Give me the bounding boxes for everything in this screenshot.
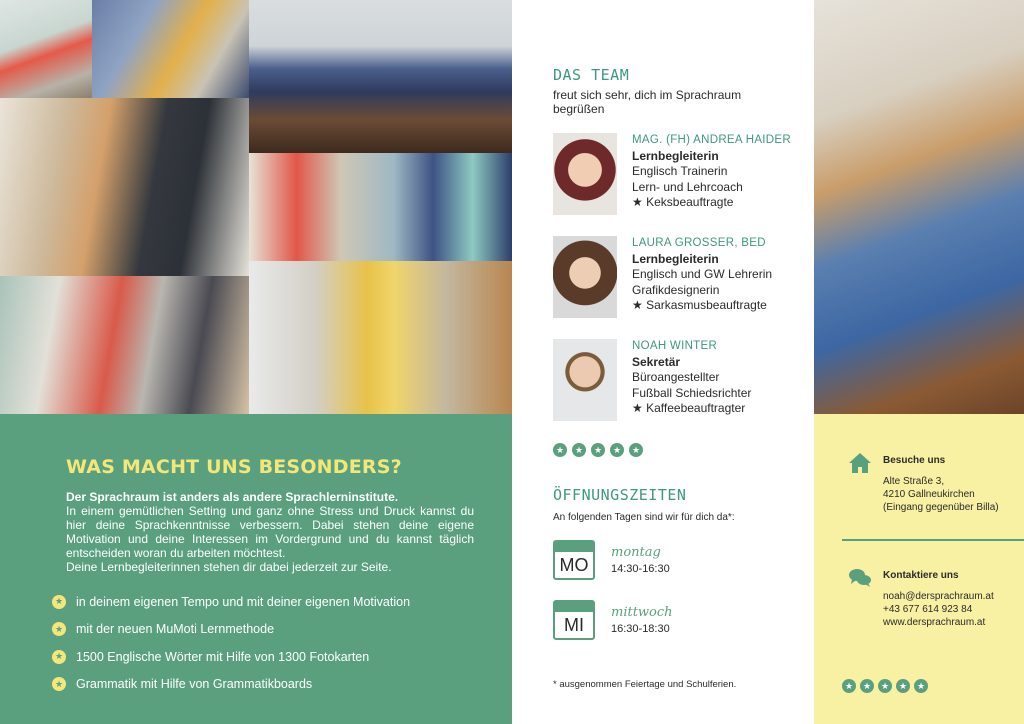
- member-role: Sekretär: [632, 354, 681, 369]
- member-detail: ★ Keksbeauftragte: [632, 195, 734, 209]
- member-detail: Büroangestellter: [632, 370, 720, 384]
- photo-girl-ukulele: [814, 0, 1024, 414]
- benefits-intro-bold: Der Sprachraum ist anders als andere Sprachlerninstitute.: [66, 490, 399, 504]
- day-abbr: MO: [559, 555, 589, 575]
- opening-hours-title: ÖFFNUNGSZEITEN: [553, 486, 687, 504]
- member-detail: ★ Kaffeebeauftragter: [632, 401, 746, 415]
- photo-grandmother-reading: [0, 0, 92, 98]
- calendar-icon: [553, 600, 595, 640]
- star-icon: ★: [914, 679, 928, 693]
- divider: [842, 539, 1024, 541]
- member-name: NOAH WINTER: [632, 340, 718, 352]
- member-detail: ★ Sarkasmusbeauftragte: [632, 298, 767, 312]
- day-abbr: MI: [564, 615, 584, 635]
- member-name: MAG. (FH) ANDREA HAIDER: [632, 134, 791, 146]
- benefits-intro-2: Deine Lernbegleiterinnen stehen dir dabei jederzeit zur Seite.: [66, 560, 392, 574]
- list-item: ★ 1500 Englische Wörter mit Hilfe von 1300 Fotokarten: [52, 643, 474, 671]
- photo-collage: [0, 0, 512, 414]
- benefits-title: WAS MACHT UNS BESONDERS?: [66, 456, 402, 478]
- member-detail: Englisch und GW Lehrerin: [632, 267, 773, 281]
- team-member-laura: [553, 236, 813, 318]
- team-title: DAS TEAM: [553, 66, 630, 84]
- team-subtitle: freut sich sehr, dich im Sprachraum begrüßen: [553, 88, 742, 116]
- photo-kids-couch: [92, 0, 249, 98]
- star-icon: ★: [896, 679, 910, 693]
- star-icon: ★: [842, 679, 856, 693]
- avatar: [553, 339, 617, 421]
- member-role: Lernbegleiterin: [632, 148, 719, 163]
- star-icon: ★: [591, 443, 605, 457]
- photo-ukulele-lesson: [249, 153, 512, 261]
- member-name: LAURA GROSSER, BED: [632, 237, 766, 249]
- member-role: Lernbegleiterin: [632, 251, 719, 266]
- opening-footnote: * ausgenommen Feiertage und Schulferien.: [553, 679, 737, 690]
- contact-details: [883, 590, 994, 629]
- star-icon: ★: [52, 677, 66, 691]
- contact-us-block: [848, 566, 1018, 636]
- list-item: ★ in deinem eigenen Tempo und mit deiner eigenen Motivation: [52, 588, 474, 616]
- photo-boys-at-desk: [0, 98, 249, 276]
- avatar: [553, 133, 617, 215]
- team-member-andrea: [553, 133, 813, 215]
- website-link[interactable]: www.dersprachraum.at: [883, 617, 986, 628]
- photo-group-tablet: [0, 276, 249, 414]
- day-wednesday: [553, 600, 753, 642]
- star-icon: ★: [52, 650, 66, 664]
- star-icon: ★: [610, 443, 624, 457]
- member-detail: Fußball Schiedsrichter: [632, 385, 752, 400]
- benefits-panel: [0, 414, 512, 724]
- star-icon: ★: [878, 679, 892, 693]
- day-time: 16:30-18:30: [611, 623, 670, 635]
- chat-bubbles-icon: [848, 566, 872, 590]
- star-icon: ★: [629, 443, 643, 457]
- phone-link[interactable]: +43 677 614 923 84: [883, 604, 973, 615]
- house-icon: [848, 451, 872, 475]
- visit-us-block: [848, 451, 1018, 521]
- avatar: [553, 236, 617, 318]
- star-icon: ★: [52, 595, 66, 609]
- contact-column: [814, 0, 1024, 724]
- member-detail: Grafikdesignerin: [632, 282, 720, 297]
- benefits-intro: In einem gemütlichen Setting und ganz ohne Stress und Druck kannst du hier deine Sprachkenntnisse verbessern. Dabei stehen deine eigene Motivation und deine Interessen im Vordergrund und du kannst täglich entscheiden woran du arbeiten möchtest.: [66, 504, 474, 560]
- list-item: ★ mit der neuen MuMoti Lernmethode: [52, 616, 474, 644]
- opening-hours-subtitle: An folgenden Tagen sind wir für dich da*:: [553, 512, 735, 523]
- star-icon: ★: [572, 443, 586, 457]
- day-name: montag: [611, 545, 661, 560]
- photo-classroom-room: [249, 261, 512, 414]
- visit-heading: Besuche uns: [883, 455, 946, 466]
- list-item: ★ Grammatik mit Hilfe von Grammatikboards: [52, 671, 474, 699]
- day-time: 14:30-16:30: [611, 563, 670, 575]
- visit-address: Alte Straße 3, 4210 Gallneukirchen (Eingang gegenüber Billa): [883, 476, 999, 513]
- rating-stars: [553, 443, 643, 457]
- rating-stars: [842, 679, 928, 693]
- day-monday: [553, 540, 753, 582]
- star-icon: ★: [860, 679, 874, 693]
- star-icon: ★: [553, 443, 567, 457]
- day-name: mittwoch: [611, 605, 673, 620]
- email-link[interactable]: noah@dersprachraum.at: [883, 591, 994, 602]
- calendar-icon: [553, 540, 595, 580]
- benefits-list: [54, 588, 474, 698]
- member-detail: Englisch Trainerin: [632, 164, 728, 178]
- photo-game-table: [249, 0, 512, 153]
- team-and-hours-column: [512, 0, 814, 724]
- contact-heading: Kontaktiere uns: [883, 570, 959, 581]
- team-member-noah: [553, 339, 813, 421]
- star-icon: ★: [52, 622, 66, 636]
- member-detail: Lern- und Lehrcoach: [632, 179, 743, 194]
